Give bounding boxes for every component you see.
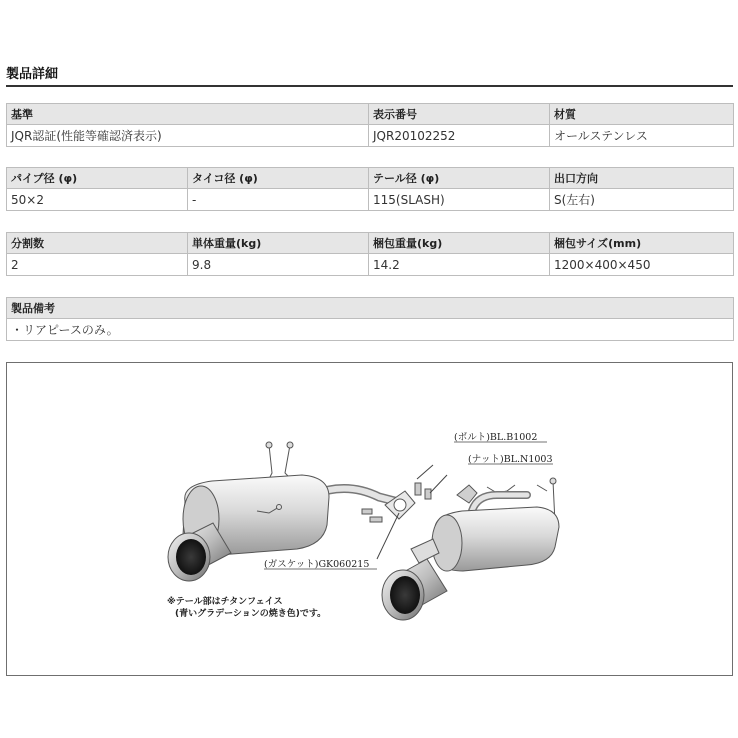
cell-muffler-diameter: -	[188, 189, 369, 211]
header-tail-diameter: テール径 (φ)	[369, 168, 550, 189]
header-display-number: 表示番号	[369, 104, 550, 125]
spec-table-certification	[6, 103, 734, 147]
tail-finish-note-line-2: (青いグラデーションの焼き色)です。	[175, 609, 327, 619]
cell-package-size: 1200×400×450	[550, 254, 734, 276]
cell-material: オールステンレス	[550, 125, 734, 147]
spec-table-remarks	[6, 297, 734, 341]
header-pipe-diameter: パイプ径 (φ)	[7, 168, 188, 189]
header-material: 材質	[550, 104, 734, 125]
spec-table-weight	[6, 232, 734, 276]
header-pieces: 分割数	[7, 233, 188, 254]
spec-table-dimensions	[6, 167, 734, 211]
page-title: 製品詳細	[6, 67, 59, 82]
cell-remarks: ・リアピースのみ。	[7, 319, 734, 341]
cell-exit-direction: S(左右)	[550, 189, 734, 211]
header-muffler-diameter: タイコ径 (φ)	[188, 168, 369, 189]
header-unit-weight: 単体重量(kg)	[188, 233, 369, 254]
exhaust-illustration	[7, 363, 732, 675]
cell-standard: JQR認証(性能等確認済表示)	[7, 125, 369, 147]
product-diagram	[6, 362, 733, 676]
title-divider	[6, 85, 733, 87]
nut-callout: (ナット)BL.N1003	[468, 454, 553, 465]
header-package-size: 梱包サイズ(mm)	[550, 233, 734, 254]
cell-package-weight: 14.2	[369, 254, 550, 276]
header-remarks: 製品備考	[7, 298, 734, 319]
cell-tail-diameter: 115(SLASH)	[369, 189, 550, 211]
header-package-weight: 梱包重量(kg)	[369, 233, 550, 254]
header-standard: 基準	[7, 104, 369, 125]
bolt-callout: (ボルト)BL.B1002	[454, 432, 538, 443]
cell-pieces: 2	[7, 254, 188, 276]
cell-unit-weight: 9.8	[188, 254, 369, 276]
tail-finish-note-line-1: ※テール部はチタンフェイス	[167, 597, 283, 607]
header-exit-direction: 出口方向	[550, 168, 734, 189]
tail-finish-note	[167, 596, 326, 620]
cell-pipe-diameter: 50×2	[7, 189, 188, 211]
gasket-callout: (ガスケット)GK060215	[264, 559, 370, 570]
cell-display-number: JQR20102252	[369, 125, 550, 147]
